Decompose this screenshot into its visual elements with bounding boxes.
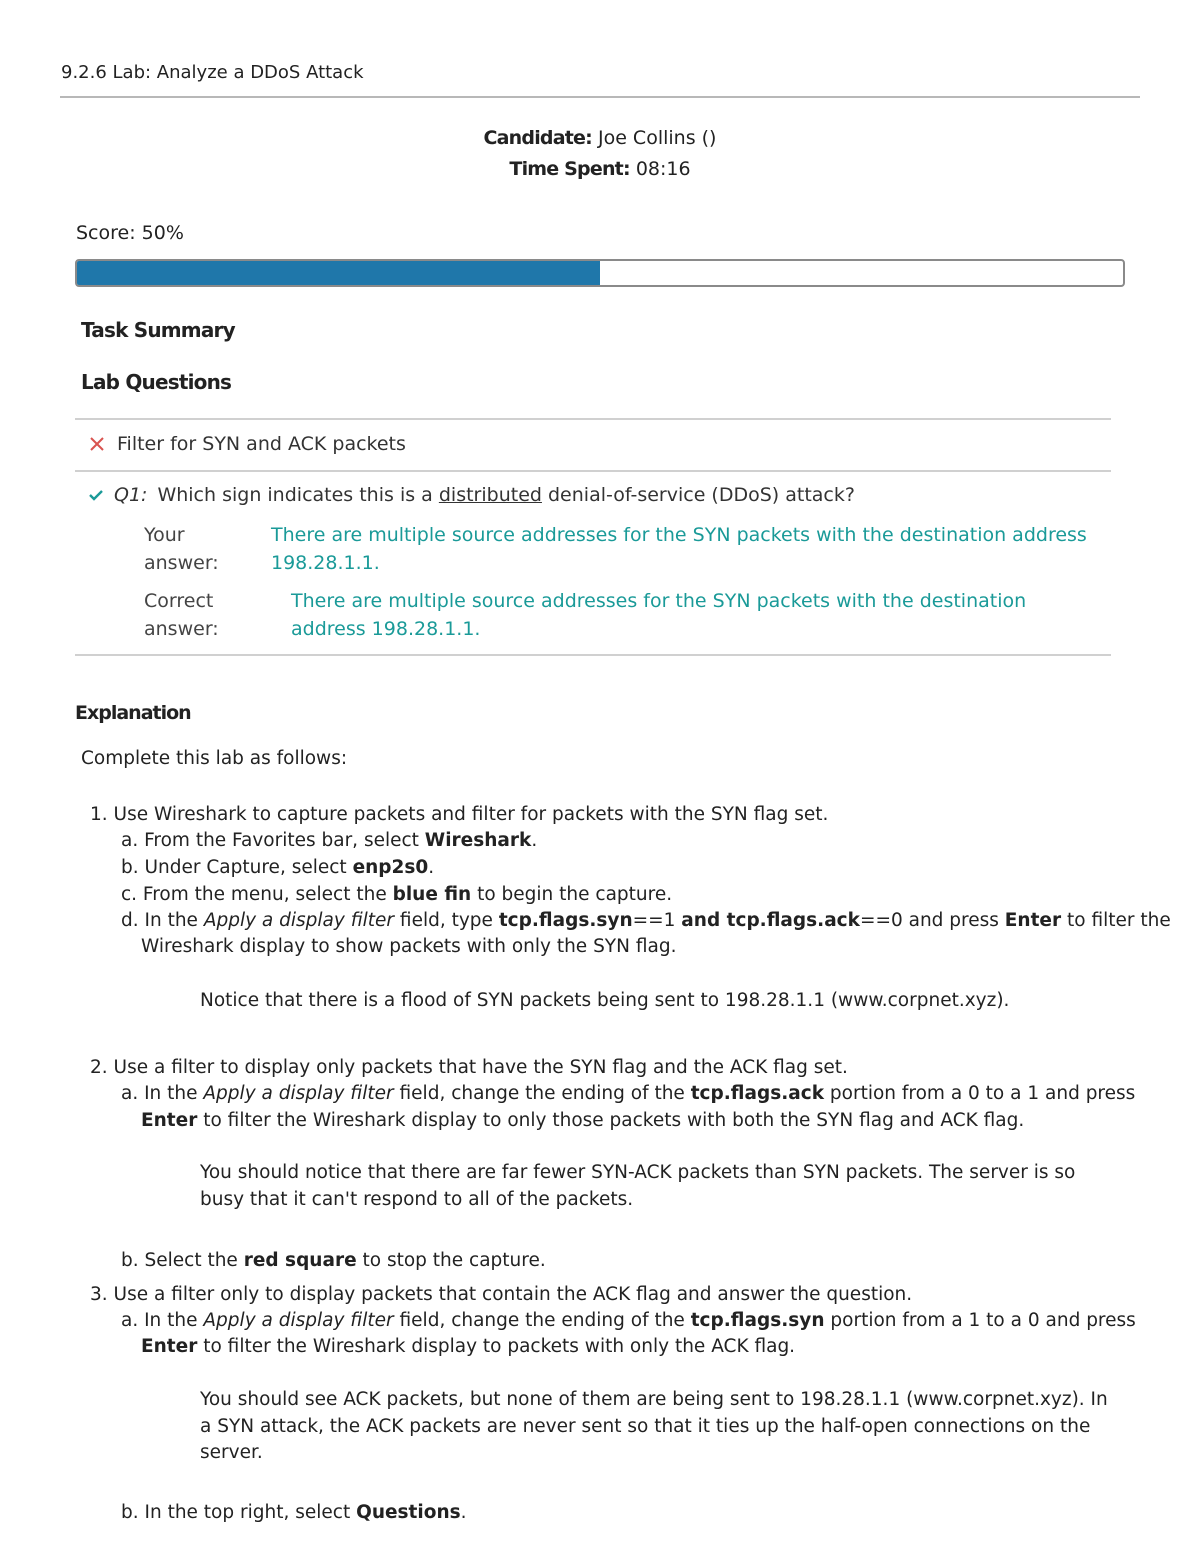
step-1a-text: a. From the Favorites bar, select xyxy=(121,830,425,851)
correct-answer-label xyxy=(144,587,219,643)
your-answer-label xyxy=(144,521,219,577)
correct-answer-label-line2: answer: xyxy=(144,618,219,640)
explanation-heading: Explanation xyxy=(75,702,191,724)
step-1d-text-1: ==1 xyxy=(632,910,682,931)
step-1d-italic: Apply a display filter xyxy=(203,910,395,931)
step-2b-bold: red square xyxy=(243,1250,357,1271)
score-progress-fill xyxy=(77,261,600,285)
step-3a-line2-text: to filter the Wireshark display to packets with only the ACK flag. xyxy=(197,1336,796,1357)
task-title: Filter for SYN and ACK packets xyxy=(117,433,406,455)
question-label: Q1: xyxy=(114,484,148,506)
step-3b xyxy=(121,1500,467,1526)
step-1c-end: to begin the capture. xyxy=(471,884,673,905)
step-2a-bold-2: Enter xyxy=(141,1110,198,1131)
step-2a-bold: tcp.flags.ack xyxy=(690,1083,825,1104)
step-3a-mid: field, change the ending of the xyxy=(393,1310,691,1331)
step-1: 1. Use Wireshark to capture packets and filter for packets with the SYN flag set. xyxy=(90,804,829,825)
step-1d-bold-1: tcp.flags.syn xyxy=(498,910,633,931)
step-1a-bold: Wireshark xyxy=(424,830,532,851)
your-answer-line1: There are multiple source addresses for the SYN packets with the destination address xyxy=(271,524,1087,546)
correct-answer-line1: There are multiple source addresses for the SYN packets with the destination xyxy=(291,590,1027,612)
task-item xyxy=(88,433,406,455)
step-1d-line2: Wireshark display to show packets with only the SYN flag. xyxy=(141,936,677,957)
your-answer-text xyxy=(271,521,1087,577)
step-3-note-line3: server. xyxy=(200,1442,263,1463)
step-3a-bold: tcp.flags.syn xyxy=(690,1310,825,1331)
step-3: 3. Use a filter only to display packets that contain the ACK flag and answer the question. xyxy=(90,1284,913,1305)
candidate-label: Candidate: xyxy=(483,127,592,149)
task-divider-top xyxy=(75,418,1111,420)
step-3b-end: . xyxy=(460,1502,467,1523)
task-summary-heading: Task Summary xyxy=(81,318,235,342)
step-3-note-line1: You should see ACK packets, but none of them are being sent to 198.28.1.1 (www.corpnet.xyz). In xyxy=(200,1389,1108,1410)
cross-icon xyxy=(88,435,106,453)
step-3a-text: a. In the xyxy=(121,1310,204,1331)
your-answer-label-line1: Your xyxy=(144,524,185,546)
step-2a-line2-text: to filter the Wireshark display to only those packets with both the SYN flag and ACK flag. xyxy=(197,1110,1025,1131)
step-1-note: Notice that there is a flood of SYN packets being sent to 198.28.1.1 (www.corpnet.xyz). xyxy=(200,990,1010,1011)
score-progress-bar xyxy=(75,259,1125,287)
step-1d-text-3: to filter the xyxy=(1061,910,1171,931)
task-divider-bottom xyxy=(75,470,1111,472)
step-1b xyxy=(121,855,434,881)
time-spent-line xyxy=(0,158,1200,180)
explanation-intro: Complete this lab as follows: xyxy=(81,748,348,769)
document-title: 9.2.6 Lab: Analyze a DDoS Attack xyxy=(61,62,364,83)
step-2b xyxy=(121,1248,546,1274)
correct-answer-text xyxy=(291,587,1026,643)
correct-answer-label-line1: Correct xyxy=(144,590,214,612)
step-3b-text: b. In the top right, select xyxy=(121,1502,357,1523)
step-2a-italic: Apply a display filter xyxy=(203,1083,394,1104)
time-spent-label: Time Spent: xyxy=(509,158,630,180)
your-answer-label-line2: answer: xyxy=(144,552,219,574)
step-2b-end: to stop the capture. xyxy=(356,1250,546,1271)
step-2a xyxy=(121,1081,1135,1107)
step-1d-mid: field, type xyxy=(394,910,499,931)
step-2a-end: portion from a 0 to a 1 and press xyxy=(824,1083,1136,1104)
question-text-after: denial-of-service (DDoS) attack? xyxy=(548,484,855,506)
header-divider xyxy=(60,96,1140,98)
step-2a-mid: field, change the ending of the xyxy=(393,1083,691,1104)
step-3-note-line2: a SYN attack, the ACK packets are never sent so that it ties up the half-open connections on the xyxy=(200,1416,1091,1437)
check-icon xyxy=(88,488,104,502)
step-3b-bold: Questions xyxy=(356,1502,461,1523)
step-1c-bold: blue fin xyxy=(392,884,472,905)
step-3a-bold-2: Enter xyxy=(141,1336,198,1357)
step-1d-bold-3: Enter xyxy=(1004,910,1062,931)
question-text-before: Which sign indicates this is a xyxy=(157,484,433,506)
step-1a xyxy=(121,828,537,854)
step-3a-end: portion from a 1 to a 0 and press xyxy=(824,1310,1136,1331)
step-1b-end: . xyxy=(428,857,435,878)
candidate-line xyxy=(0,127,1200,149)
step-1d-bold-2: and tcp.flags.ack xyxy=(681,910,860,931)
score-text: Score: 50% xyxy=(76,222,184,244)
step-1a-end: . xyxy=(531,830,538,851)
candidate-name: Joe Collins () xyxy=(597,127,717,149)
step-1c xyxy=(121,882,672,908)
step-2-note-line2: busy that it can't respond to all of the packets. xyxy=(200,1189,634,1210)
step-2b-text: b. Select the xyxy=(121,1250,244,1271)
correct-answer-line2: address 198.28.1.1. xyxy=(291,618,481,640)
step-2: 2. Use a filter to display only packets that have the SYN flag and the ACK flag set. xyxy=(90,1057,848,1078)
step-1b-bold: enp2s0 xyxy=(352,857,429,878)
step-2a-line2 xyxy=(141,1108,1024,1134)
step-3a-line2 xyxy=(141,1334,795,1360)
step-3a-italic: Apply a display filter xyxy=(203,1310,394,1331)
step-1c-text: c. From the menu, select the xyxy=(121,884,393,905)
your-answer-line2: 198.28.1.1. xyxy=(271,552,380,574)
step-2a-text: a. In the xyxy=(121,1083,204,1104)
question-text-underlined: distributed xyxy=(438,484,542,506)
time-spent-value: 08:16 xyxy=(635,158,691,180)
lab-questions-heading: Lab Questions xyxy=(81,370,232,394)
question-row xyxy=(88,484,855,506)
step-1d xyxy=(121,908,1171,934)
step-1d-text: d. In the xyxy=(121,910,204,931)
step-1b-text: b. Under Capture, select xyxy=(121,857,353,878)
question-divider xyxy=(75,654,1111,656)
step-1d-text-2: ==0 and press xyxy=(859,910,1005,931)
step-3a xyxy=(121,1308,1136,1334)
step-2-note-line1: You should notice that there are far fewer SYN-ACK packets than SYN packets. The server is so xyxy=(200,1162,1076,1183)
